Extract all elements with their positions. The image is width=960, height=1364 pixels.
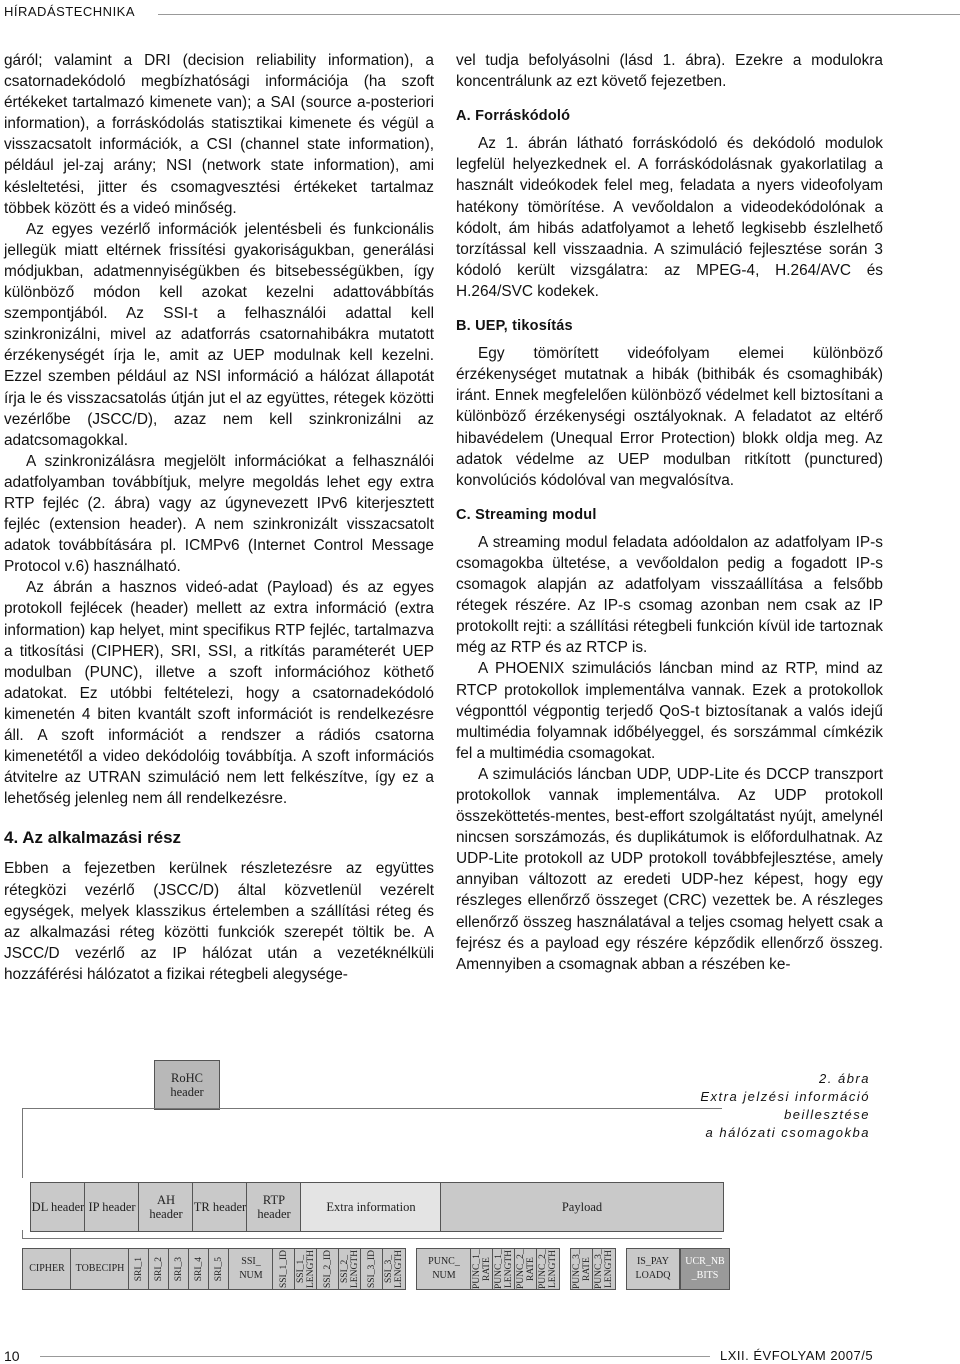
rohc-header-box: RoHC header bbox=[154, 1060, 220, 1110]
punc-field: PUNC_2_ LENGTH bbox=[538, 1249, 558, 1289]
tr-header-box: TR header bbox=[192, 1182, 248, 1232]
journal-title: HÍRADÁSTECHNIKA bbox=[4, 4, 136, 19]
paragraph: Egy tömörített videófolyam elemei különböző érzékenységet mutatnak a hibák (bithibák és csomaghibák) iránt. Ennek megfelelően különböző védelmet kell biztosítani a különböző érzékenységi osztályoknak. A feladatot az eltérő hibavédelem (Unequal Error Protection) blokk oldja meg. Az adatok védelme az UEP modulban ritkított (punctured) konvolúciós kódolóval van megvalósítva. bbox=[456, 345, 883, 489]
sri-field: SRI_3 bbox=[168, 1248, 190, 1290]
subsection-title: B. UEP, tikosítás bbox=[456, 318, 573, 335]
ssi-num-field: SSI_ NUM bbox=[228, 1248, 274, 1290]
paragraph: Az ábrán a hasznos videó-adat (Payload) és az egyes protokoll fejlécek (header) mellett az extra információ (extra information) kap helyet, mint specifikus RTP fejléc, tartalmazva a titkosítási (CIPHER), SRI, SSI, a ritkítás paraméterét UEP modulban (PUNC), illetve a szoft információhoz köthető adatokat. Ez utóbbi feltételezi, hogy a csatornadekódoló kimenetén 4 biten kvantált szoft információt is rendelkezésre áll. A szoft információt a rendszer a rádiós csatorna kimenetétől a video dekódolóig továbbítja. A szoft információs átvitelre az UTRAN szimuláció nem lett felkészítve, így ez a lehetőség jelenleg nem áll rendelkezésre. bbox=[4, 579, 434, 808]
paragraph: vel tudja befolyásolni (lásd 1. ábra). Ezekre a modulokra koncentrálunk az ezt követő fejezetben. bbox=[456, 52, 883, 91]
sri-field: SRI_4 bbox=[188, 1248, 210, 1290]
ssi-field: SSI_3_ LENGTH bbox=[384, 1250, 404, 1288]
caption-text: beillesztése bbox=[784, 1107, 870, 1122]
header-rule bbox=[158, 14, 960, 15]
ucr-nb-bits-field: UCR_NB _BITS bbox=[680, 1248, 730, 1290]
sri-field: SRI_2 bbox=[148, 1248, 170, 1290]
rtp-header-box: RTP header bbox=[246, 1182, 302, 1232]
ssi-field: SSI_3_ID bbox=[360, 1248, 384, 1290]
punc-field: PUNC_1_ RATE bbox=[472, 1249, 492, 1289]
sri-field: SRI_5 bbox=[208, 1248, 230, 1290]
footer-rule bbox=[40, 1356, 710, 1357]
ah-header-box: AH header bbox=[138, 1182, 194, 1232]
punc-num-field: PUNC_ NUM bbox=[416, 1248, 472, 1290]
connector-line bbox=[22, 1108, 722, 1109]
section-title: 4. Az alkalmazási rész bbox=[4, 828, 182, 848]
punc-field: PUNC_3_ RATE bbox=[572, 1249, 592, 1289]
caption-number: 2. ábra bbox=[819, 1071, 870, 1086]
dl-header-box: DL header bbox=[30, 1182, 86, 1232]
ssi-field: SSI_2_ID bbox=[316, 1248, 340, 1290]
connector-line bbox=[22, 1230, 23, 1238]
running-header bbox=[0, 0, 960, 30]
page-number: 10 bbox=[4, 1348, 20, 1364]
caption-text: a hálózati csomagokba bbox=[705, 1125, 870, 1140]
ssi-field: SSI_1_ID bbox=[272, 1248, 296, 1290]
paragraph: gáról; valamint a DRI (decision reliability information), a csatornadekódoló megbízhatósági információja (ha szoft értékeket tartalmazó kimenete van); a SAI (source a-posteriori information), a forráskódolás statisztikai kimenete és végül a visszacsatolt információk, a CSI (channel state information), például jel-zaj arány; NSI (network state information), ami késleltetési, jitter és csomagvesztési értékeket tartalmaz többek között és a videó minőség. bbox=[4, 52, 434, 217]
connector-line bbox=[22, 1108, 23, 1178]
right-column bbox=[456, 50, 883, 975]
ssi-field: SSI_1_ LENGTH bbox=[296, 1250, 316, 1288]
paragraph: A szinkronizálásra megjelölt információkat a felhasználói adatfolyamban továbbítjuk, melyre megoldás lehet egy extra RTP fejléc (2. ábra) vagy az úgynevezett IPv6 kiterjesztett fejléc (extension header). A nem szinkronizált visszacsatolt adatok továbbítására pl. ICMPv6 (Internet Control Message Protocol v.6) használható. bbox=[4, 452, 434, 576]
paragraph: A szimulációs láncban UDP, UDP-Lite és DCCP transzport protokollok vannak implementálva. Az UDP protokoll összeköttetés-mentes, best-effort szolgáltatást nyújt, amelynél nincsen sorszámozás, és duplikátumok is előfordulhatnak. Az UDP-Lite protokoll az UDP protokoll továbbfejlesztése, amely annyiban változott az eredeti UDP-hez képest, hogy egy részleges ellenőrző összeget (CRC) vezettek be. A részleges ellenőrző összeg használatával a teljes csomag helyett csak a fejrész és a payload egy részére képződik ellenőrző összeg. Amennyiben a csomagnak abban a részében ke- bbox=[456, 765, 883, 973]
paragraph: A PHOENIX szimulációs láncban mind az RTP, mind az RTCP protokollok implementálva vannak. Ezek a protokollok végponttól végpontig terjedő QoS-t biztosítanak a valós idejű multimédia folyamnak időbélyeggel, és sorszámmal címkézik fel a multimédia csomagokat. bbox=[456, 660, 883, 762]
payload-box: Payload bbox=[440, 1182, 724, 1232]
ssi-field: SSI_2_ LENGTH bbox=[340, 1250, 360, 1288]
connector-line bbox=[22, 1238, 722, 1239]
cipher-field: CIPHER bbox=[22, 1248, 72, 1290]
left-column bbox=[4, 50, 434, 985]
extra-information-box: Extra information bbox=[300, 1182, 442, 1232]
tobeciph-field: TOBECIPH bbox=[70, 1248, 130, 1290]
subsection-title: A. Forráskódoló bbox=[456, 108, 571, 125]
caption-text: Extra jelzési információ bbox=[700, 1089, 870, 1104]
punc-field: PUNC_3_ LENGTH bbox=[594, 1249, 614, 1289]
punc-field: PUNC_1_ LENGTH bbox=[494, 1249, 514, 1289]
is-payloadq-field: IS_PAY LOADQ bbox=[626, 1248, 680, 1290]
volume-info: LXII. ÉVFOLYAM 2007/5 bbox=[720, 1348, 874, 1363]
punc-field: PUNC_2_ RATE bbox=[516, 1249, 536, 1289]
paragraph: A streaming modul feladata adóoldalon az adatfolyam IP-s csomagokba ültetése, a vevőoldalon pedig a fogadott IP-s csomagok alapján az adatfolyam visszaállítása a felsőbb rétegek részére. Az IP-s csomag azonban nem csak az IP protokollt rejti: a szállítási rétegbeli funkción kívül ide tartoznak még az RTP és az RTCP is. bbox=[456, 533, 883, 657]
ip-header-box: IP header bbox=[84, 1182, 140, 1232]
subsection-title: C. Streaming modul bbox=[456, 506, 597, 523]
sri-field: SRI_1 bbox=[128, 1248, 150, 1290]
paragraph: Ebben a fejezetben kerülnek részletezésre az együttes rétegközi vezérlő (JSCC/D) által közvetlenül vezérelt egységek, melyek klasszikus értelemben a szállítási réteg és az alkalmazási réteg közötti funkciók szerepét töltik be. A JSCC/D vezérlő az IP hálózat után a vezetéknélküli hozzáférési hálózatot a fizikai rétegbeli alegysége- bbox=[4, 860, 434, 983]
figure-caption bbox=[680, 1070, 870, 1142]
paragraph: Az egyes vezérlő információk jelentésbeli és funkcionális jellegük miatt eltérnek frissítési gyakoriságukban, generálási módjukban, adatmennyiségükben és bitsebességükben, így különböző módon kell azokat kezelni adattovábbítás szempontjából. Az SSI-t a felhasználói adattal kell szinkronizálni, mivel az adatforrás csatornahibákra mutatott érzékenységét írja le, amit az UEP modulnak kell kezelni. Ezzel szemben például az NSI információ a hálózat állapotát írja le és visszacsatolás útján jut el az együttes, rétegek közötti vezérlőbe (JSCC/D), azaz nem kell szinkronizálni az adatcsomagokkal. bbox=[4, 220, 434, 449]
paragraph: Az 1. ábrán látható forráskódoló és dekódoló modulok legfelül helyezkednek el. A forráskódolásnak gyakorlatilag a használt videókodek felel meg, feladata a nyers videofolyam hatékony tömörítése. A vevőoldalon a videodekódolónak a kódolt, ám hibás adatfolyamot a lehető legkisebb észlelhető torzítással kell visszaadnia. A szimuláció fejlesztése során 3 kódoló került vizsgálatra: az MPEG-4, H.264/AVC és H.264/SVC kodekek. bbox=[456, 135, 883, 300]
